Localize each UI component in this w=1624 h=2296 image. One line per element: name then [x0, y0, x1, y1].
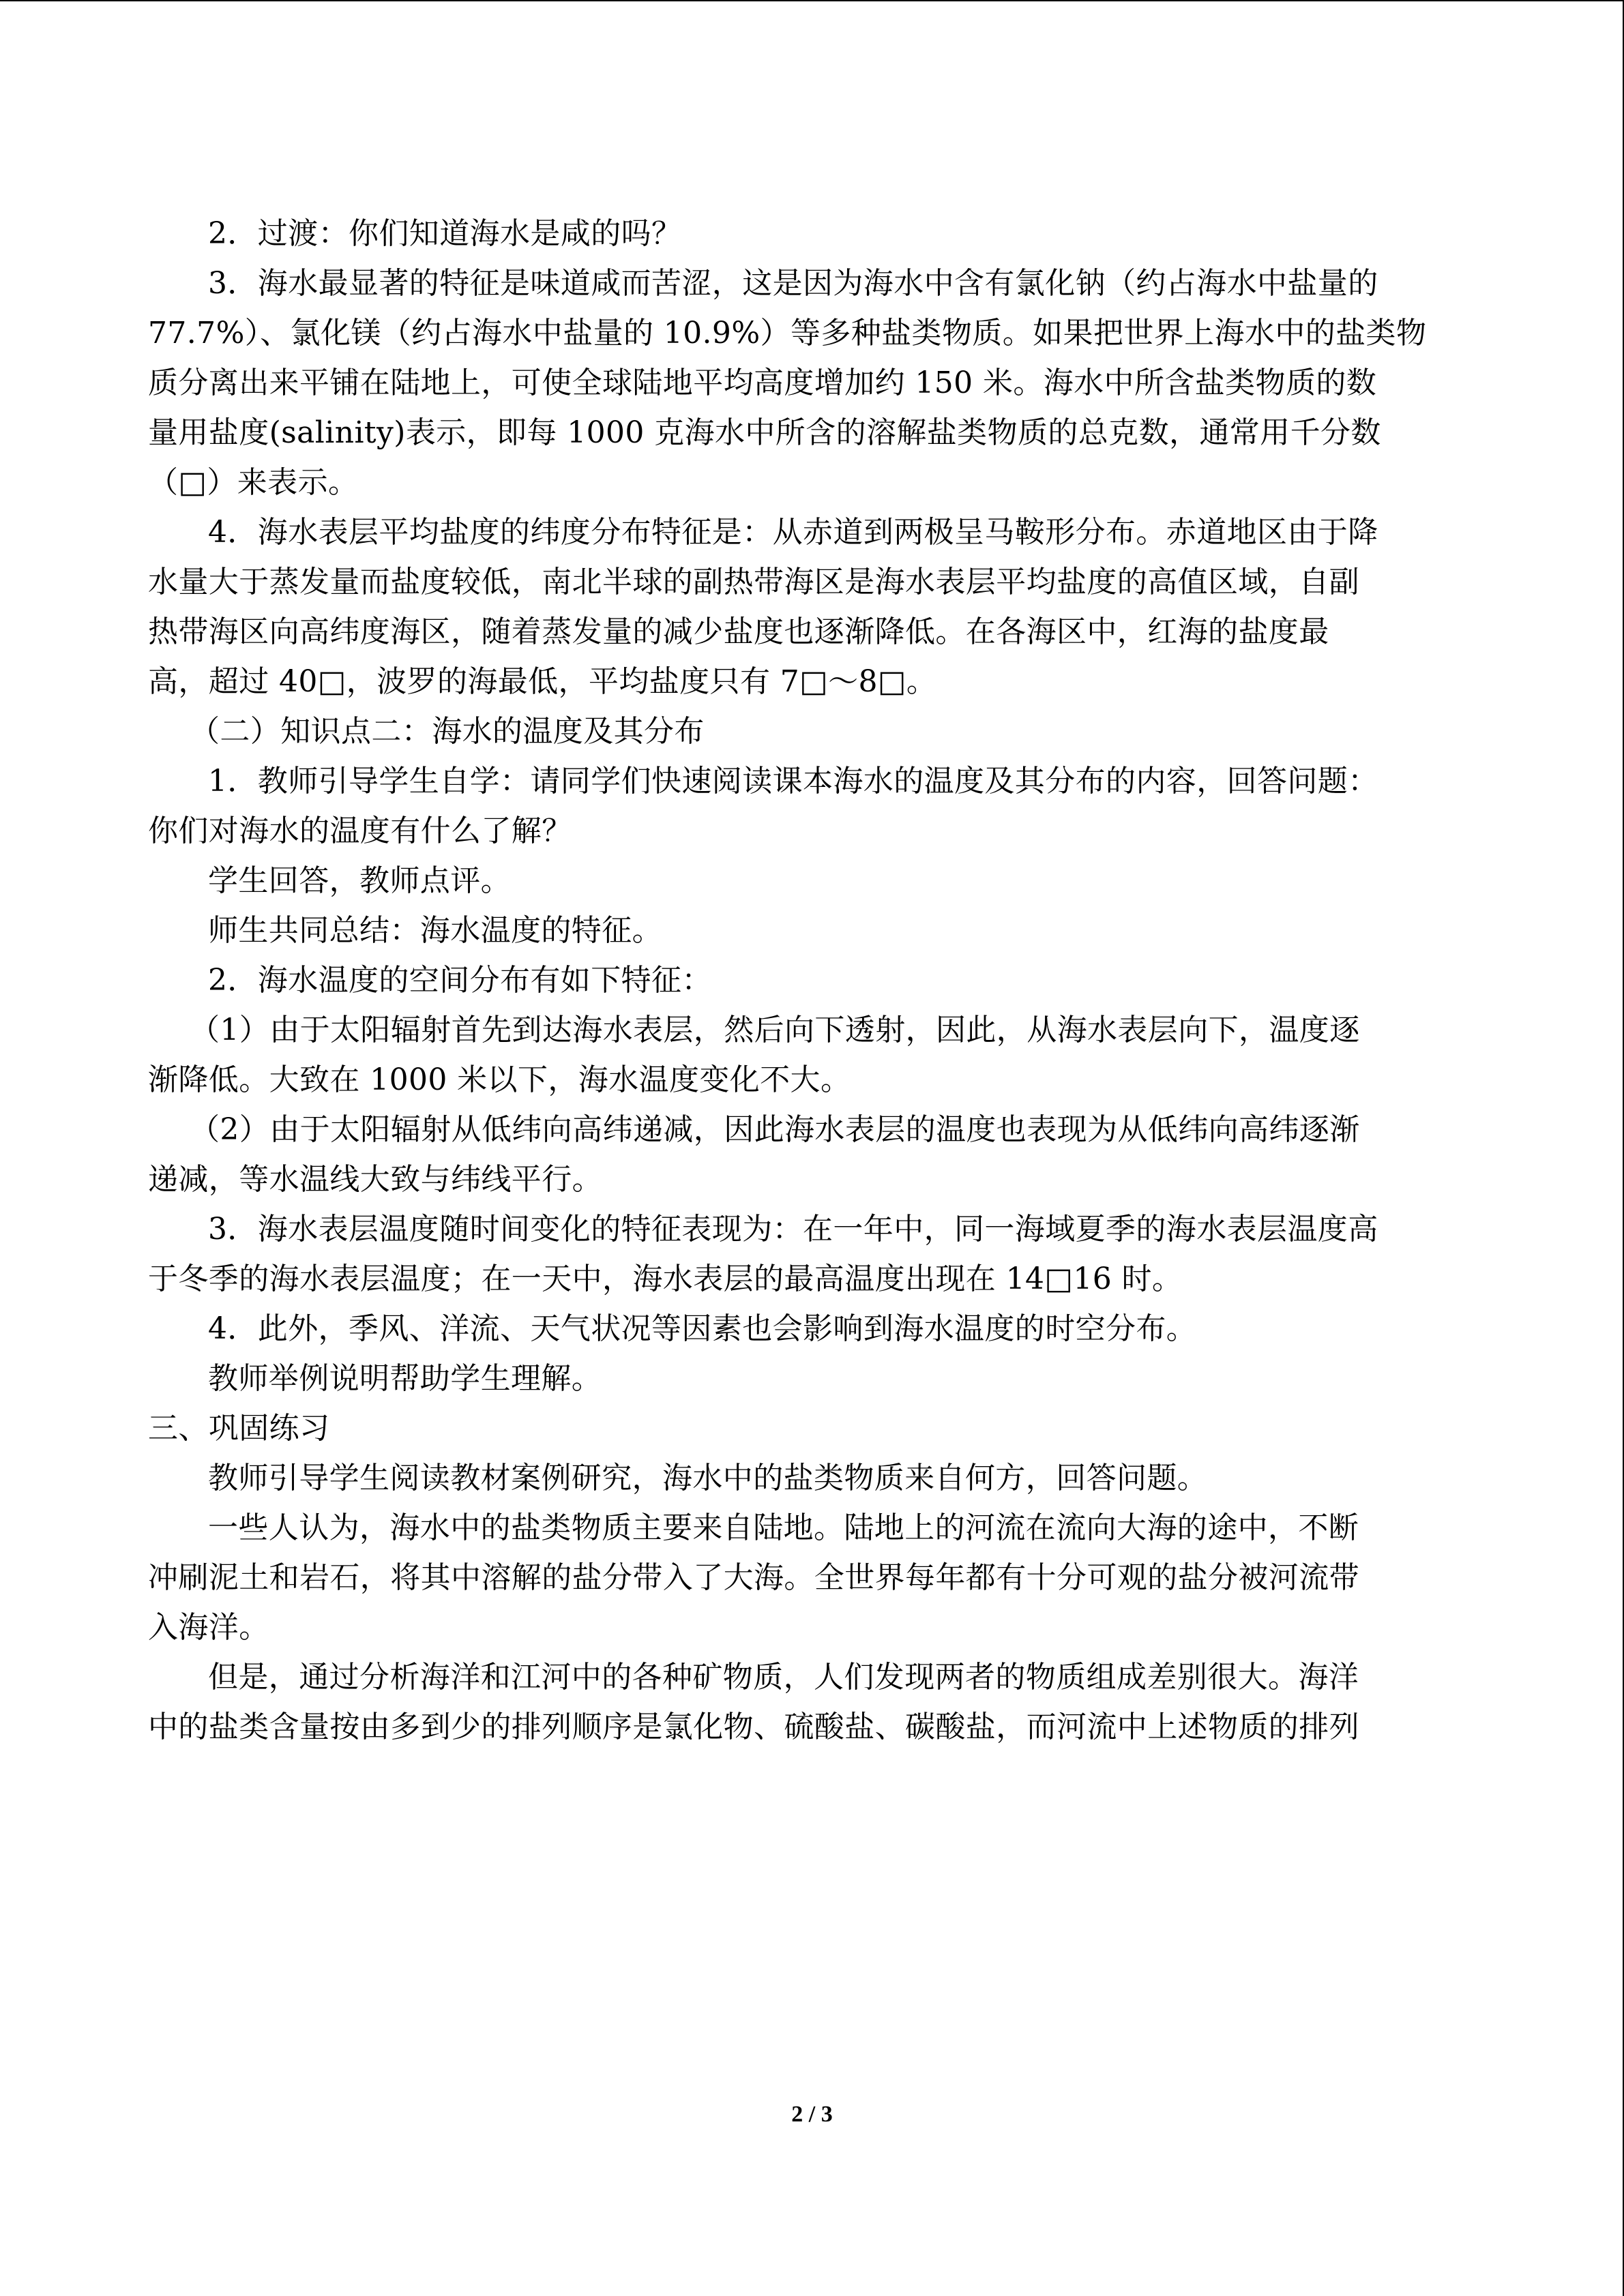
paragraph-line: 中的盐类含量按由多到少的排列顺序是氯化物、硫酸盐、碳酸盐，而河流中上述物质的排列: [148, 1710, 1359, 1744]
paragraph-line: （□）来表示。: [148, 465, 359, 500]
paragraph-line: 2．过渡：你们知道海水是咸的吗？: [208, 216, 682, 251]
paragraph-line: 3．海水最显著的特征是味道咸而苦涩，这是因为海水中含有氯化钠（约占海水中盐量的: [208, 266, 1378, 301]
paragraph-line: 冲刷泥土和岩石，将其中溶解的盐分带入了大海。全世界每年都有十分可观的盐分被河流带: [148, 1560, 1359, 1595]
paragraph-line: 4．此外，季风、洋流、天气状况等因素也会影响到海水温度的时空分布。: [208, 1311, 1197, 1346]
paragraph-line: 一些人认为，海水中的盐类物质主要来自陆地。陆地上的河流在流向大海的途中，不断: [208, 1510, 1359, 1545]
paragraph-line: 量用盐度(salinity)表示，即每 1000 克海水中所含的溶解盐类物质的总克数，通常用千分数: [148, 415, 1381, 450]
paragraph-line: 质分离出来平铺在陆地上，可使全球陆地平均高度增加约 150 米。海水中所含盐类物质的数: [148, 366, 1377, 400]
paragraph-line: 但是，通过分析海洋和江河中的各种矿物质，人们发现两者的物质组成差别很大。海洋: [208, 1660, 1359, 1695]
section-heading: 三、巩固练习: [148, 1411, 330, 1446]
paragraph-line: 高，超过 40□，波罗的海最低，平均盐度只有 7□～8□。: [148, 664, 937, 699]
paragraph-line: 于冬季的海水表层温度；在一天中，海水表层的最高温度出现在 14□16 时。: [148, 1262, 1183, 1296]
paragraph-line: 递减，等水温线大致与纬线平行。: [148, 1162, 602, 1197]
paragraph-line: 4．海水表层平均盐度的纬度分布特征是：从赤道到两极呈马鞍形分布。赤道地区由于降: [208, 515, 1378, 550]
paragraph-line: 77.7%）、氯化镁（约占海水中盐量的 10.9%）等多种盐类物质。如果把世界上海水中的盐类物: [148, 316, 1427, 351]
paragraph-line: 1．教师引导学生自学：请同学们快速阅读课本海水的温度及其分布的内容，回答问题：: [208, 764, 1378, 799]
paragraph-line: 教师引导学生阅读教材案例研究，海水中的盐类物质来自何方，回答问题。: [208, 1461, 1208, 1495]
paragraph-line: 你们对海水的温度有什么了解？: [148, 814, 572, 848]
paragraph-line: 学生回答，教师点评。: [208, 863, 511, 898]
paragraph-line: 入海洋。: [148, 1610, 269, 1645]
section-heading: （二）知识点二：海水的温度及其分布: [190, 714, 705, 749]
paragraph-line: 热带海区向高纬度海区，随着蒸发量的减少盐度也逐渐降低。在各海区中，红海的盐度最: [148, 614, 1329, 649]
paragraph-line: 3．海水表层温度随时间变化的特征表现为：在一年中，同一海域夏季的海水表层温度高: [208, 1212, 1378, 1247]
paragraph-line: 渐降低。大致在 1000 米以下，海水温度变化不大。: [148, 1062, 851, 1097]
paragraph-line: 师生共同总结：海水温度的特征。: [208, 913, 662, 948]
paragraph-line: 水量大于蒸发量而盐度较低，南北半球的副热带海区是海水表层平均盐度的高值区域，自副: [148, 565, 1359, 599]
paragraph-line: 2．海水温度的空间分布有如下特征：: [208, 963, 712, 998]
paragraph-line: （2）由于太阳辐射从低纬向高纬递减，因此海水表层的温度也表现为从低纬向高纬逐渐: [190, 1112, 1360, 1147]
paragraph-line: 教师举例说明帮助学生理解。: [208, 1361, 602, 1396]
page-number: 2 / 3: [791, 2102, 833, 2127]
document-body: [148, 209, 1475, 1752]
paragraph-line: （1）由于太阳辐射首先到达海水表层，然后向下透射，因此，从海水表层向下，温度逐: [190, 1013, 1360, 1047]
